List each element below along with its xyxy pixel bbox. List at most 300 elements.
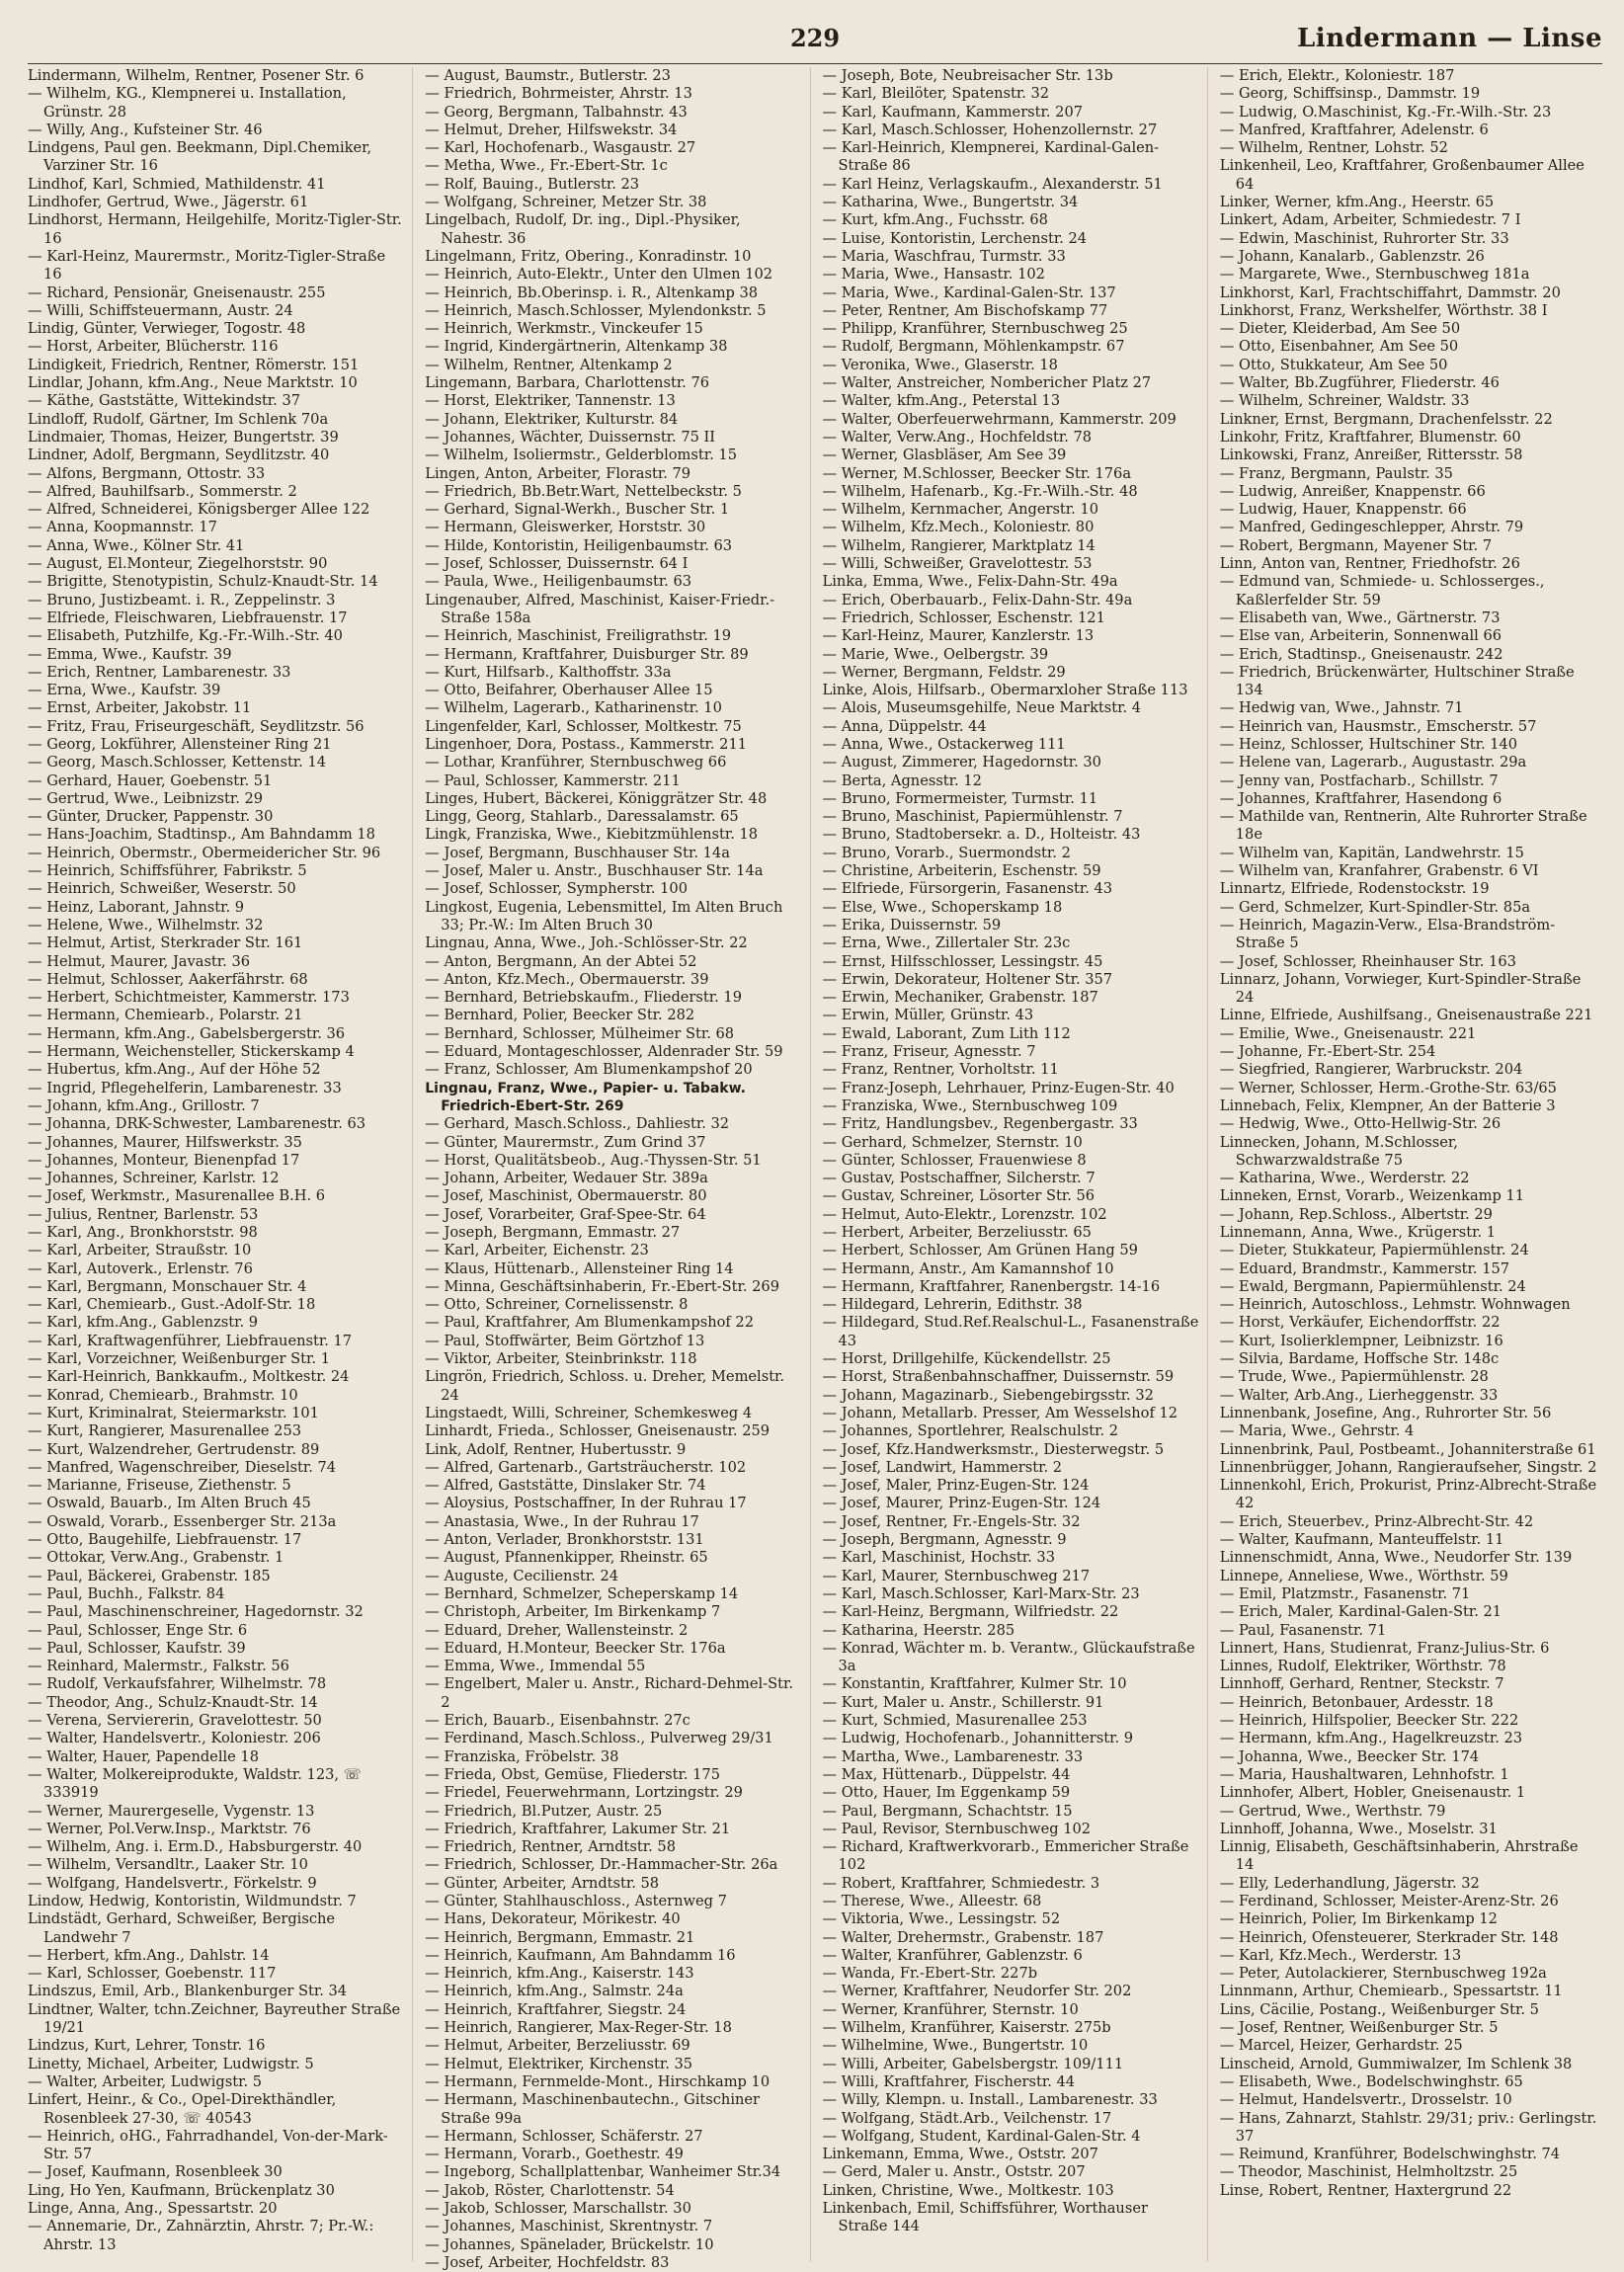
directory-entry: — Heinrich, Werkmstr., Vinckeufer 15	[425, 320, 703, 338]
directory-entry: — Wilhelm, Rentner, Lohstr. 52	[1219, 139, 1448, 157]
directory-entry: — Erich, Maler, Kardinal-Galen-Str. 21	[1219, 1603, 1502, 1621]
directory-entry: — Marcel, Heizer, Gerhardstr. 25	[1219, 2037, 1463, 2055]
directory-entry: — Eduard, Montageschlosser, Aldenrader Str. 59	[425, 1043, 783, 1061]
directory-entry: — Johann, Kanalarb., Gablenzstr. 26	[1219, 247, 1485, 265]
directory-entry: — Hermann, Gleiswerker, Horststr. 30	[425, 519, 706, 536]
directory-entry: — Helene van, Lagerarb., Augustastr. 29a	[1219, 754, 1527, 771]
directory-entry: — Hildegard, Stud.Ref.Realschul-L., Fasanenstraße 43	[822, 1314, 1199, 1349]
directory-entry: — Erwin, Dekorateur, Holtener Str. 357	[822, 970, 1113, 988]
directory-entry: — Franz-Joseph, Lehrhauer, Prinz-Eugen-Str. 40	[822, 1079, 1175, 1096]
directory-entry: Lingnau, Anna, Wwe., Joh.-Schlösser-Str. 22	[425, 934, 748, 952]
directory-entry: Linnmann, Arthur, Chemiearb., Spessartstr. 11	[1219, 1983, 1563, 2000]
directory-entry: — Veronika, Wwe., Glaserstr. 18	[822, 356, 1058, 373]
directory-entry: — Josef, Schlosser, Duissernstr. 64 I	[425, 555, 689, 573]
directory-entry: — Hermann, Vorarb., Goethestr. 49	[425, 2146, 684, 2163]
directory-entry: — Alois, Museumsgehilfe, Neue Marktstr. 4	[822, 699, 1142, 717]
directory-entry: — Heinrich, Hilfspolier, Beecker Str. 222	[1219, 1712, 1519, 1730]
directory-entry: — Willi, Kraftfahrer, Fischerstr. 44	[822, 2072, 1076, 2090]
directory-entry: Linnert, Hans, Studienrat, Franz-Julius-Str. 6	[1219, 1639, 1550, 1657]
directory-entry: Linken, Christine, Wwe., Moltkestr. 103	[822, 2181, 1114, 2199]
directory-entry: — Mathilde van, Rentnerin, Alte Ruhrorter Straße 18e	[1219, 808, 1587, 844]
directory-entry: Lindhorst, Hermann, Heilgehilfe, Moritz-Tigler-Str. 16	[28, 211, 402, 247]
directory-entry: — Herbert, Schlosser, Am Grünen Hang 59	[822, 1242, 1138, 1259]
directory-entry: Linkenbach, Emil, Schiffsführer, Worthauser Straße 144	[822, 2200, 1148, 2235]
directory-entry: — Robert, Bergmann, Mayener Str. 7	[1219, 536, 1493, 554]
directory-entry: — Dieter, Kleiderbad, Am See 50	[1219, 320, 1461, 338]
directory-entry: — Ottokar, Verw.Ang., Grabenstr. 1	[28, 1549, 284, 1567]
directory-entry: — Verena, Serviererin, Gravelottestr. 50	[28, 1712, 322, 1730]
directory-entry: — Walter, Hauer, Papendelle 18	[28, 1747, 259, 1765]
directory-entry: — Richard, Pensionär, Gneisenaustr. 255	[28, 284, 326, 301]
directory-column-1	[28, 67, 413, 2262]
directory-entry: — Erna, Wwe., Zillertaler Str. 23c	[822, 934, 1071, 952]
directory-entry: — Karl, Kfz.Mech., Werderstr. 13	[1219, 1946, 1462, 1964]
directory-entry: — Fritz, Handlungsbev., Regenbergastr. 33	[822, 1115, 1138, 1133]
directory-entry: — Heinrich, Kraftfahrer, Siegstr. 24	[425, 2000, 687, 2018]
directory-entry: Lingenfelder, Karl, Schlosser, Moltkestr. 75	[425, 717, 742, 735]
directory-entry: — Konstantin, Kraftfahrer, Kulmer Str. 10	[822, 1675, 1127, 1693]
directory-entry: — Kurt, Rangierer, Masurenallee 253	[28, 1422, 302, 1440]
directory-entry: Lindgens, Paul gen. Beekmann, Dipl.Chemiker, Varziner Str. 16	[28, 139, 372, 175]
directory-entry: — Elfriede, Fleischwaren, Liebfrauenstr. 17	[28, 609, 348, 626]
directory-entry: — Karl, Masch.Schlosser, Karl-Marx-Str. 23	[822, 1584, 1140, 1602]
directory-entry: — Franz, Schlosser, Am Blumenkampshof 20	[425, 1061, 753, 1079]
directory-entry: — Reimund, Kranführer, Bodelschwinghstr. 74	[1219, 2146, 1561, 2163]
directory-entry: — Walter, Anstreicher, Nombericher Platz 27	[822, 374, 1152, 392]
directory-entry: — Joseph, Bergmann, Agnesstr. 9	[822, 1531, 1067, 1549]
directory-entry: — Max, Hüttenarb., Düppelstr. 44	[822, 1765, 1071, 1783]
directory-entry: — Ferdinand, Schlosser, Meister-Arenz-Str. 26	[1219, 1892, 1559, 1909]
directory-entry: — Paul, Kraftfahrer, Am Blumenkampshof 22	[425, 1314, 754, 1332]
directory-entry: — Reinhard, Malermstr., Falkstr. 56	[28, 1658, 289, 1675]
directory-entry: — Heinrich, Kaufmann, Am Bahndamm 16	[425, 1946, 736, 1964]
directory-entry: — Werner, Glasbläser, Am See 39	[822, 446, 1067, 464]
directory-entry: — Viktor, Arbeiter, Steinbrinkstr. 118	[425, 1350, 697, 1368]
directory-entry: — Heinrich, Rangierer, Max-Reger-Str. 18	[425, 2019, 732, 2037]
directory-entry: Lindermann, Wilhelm, Rentner, Posener Str. 6	[28, 67, 365, 84]
directory-entry: — Karl, Kaufmann, Kammerstr. 207	[822, 103, 1084, 121]
directory-entry: — Josef, Maler u. Anstr., Buschhauser Str. 14a	[425, 862, 764, 880]
directory-entry: — Kurt, Isolierklempner, Leibnizstr. 16	[1219, 1332, 1503, 1349]
directory-entry: — Herbert, Schichtmeister, Kammerstr. 173	[28, 989, 350, 1007]
directory-entry: — Johannes, Wächter, Duissernstr. 75 II	[425, 428, 716, 446]
directory-entry: Linkner, Ernst, Bergmann, Drachenfelsstr. 22	[1219, 410, 1553, 428]
directory-entry: — Manfred, Gedingeschlepper, Ahrstr. 79	[1219, 519, 1524, 536]
directory-entry: — Bruno, Maschinist, Papiermühlenstr. 7	[822, 808, 1123, 826]
directory-entry: — Wilhelm, Hafenarb., Kg.-Fr.-Wilh.-Str. 48	[822, 482, 1138, 500]
directory-entry: Linse, Robert, Rentner, Haxtergrund 22	[1219, 2181, 1512, 2199]
directory-entry: Lingg, Georg, Stahlarb., Daressalamstr. 65	[425, 808, 739, 826]
directory-entry: — Wilhelm, Ang. i. Erm.D., Habsburgerstr. 40	[28, 1838, 363, 1856]
directory-entry: — Konrad, Wächter m. b. Verantw., Glückaufstraße 3a	[822, 1639, 1195, 1675]
directory-entry: Linnhoff, Johanna, Wwe., Moselstr. 31	[1219, 1820, 1498, 1837]
directory-entry: — Fritz, Frau, Friseurgeschäft, Seydlitzstr. 56	[28, 717, 365, 735]
directory-entry: — Friedrich, Bl.Putzer, Austr. 25	[425, 1802, 663, 1820]
directory-entry: — Erwin, Mechaniker, Grabenstr. 187	[822, 989, 1098, 1007]
directory-entry: Lindtner, Walter, tchn.Zeichner, Bayreuther Straße 19/21	[28, 2000, 401, 2037]
directory-entry: — Heinrich, Bb.Oberinsp. i. R., Altenkamp 38	[425, 284, 759, 301]
directory-entry: — Horst, Qualitätsbeob., Aug.-Thyssen-Str. 51	[425, 1151, 762, 1169]
directory-entry: — Karl, Chemiearb., Gust.-Adolf-Str. 18	[28, 1296, 316, 1314]
directory-entry: — Wolfgang, Handelsvertr., Förkelstr. 9	[28, 1874, 317, 1892]
directory-entry: — Else van, Arbeiterin, Sonnenwall 66	[1219, 627, 1502, 645]
directory-entry: — Johannes, Kraftfahrer, Hasendong 6	[1219, 789, 1502, 807]
directory-entry: Linnecken, Johann, M.Schlosser, Schwarzwaldstraße 75	[1219, 1133, 1458, 1169]
directory-entry: — Walter, Kranführer, Gablenzstr. 6	[822, 1946, 1083, 1964]
directory-entry: — Willi, Schweißer, Gravelottestr. 53	[822, 555, 1093, 573]
directory-entry: — Viktoria, Wwe., Lessingstr. 52	[822, 1910, 1061, 1928]
directory-entry: — Werner, Maurergeselle, Vygenstr. 13	[28, 1802, 315, 1820]
directory-entry: — Karl, Kraftwagenführer, Liebfrauenstr. 17	[28, 1332, 353, 1349]
directory-entry: — Karl, kfm.Ang., Gablenzstr. 9	[28, 1314, 259, 1332]
directory-entry: — Alfred, Gartenarb., Gartsträucherstr. 102	[425, 1458, 747, 1476]
directory-entry: — Bruno, Stadtobersekr. a. D., Holteistr. 43	[822, 826, 1141, 844]
directory-entry: — Walter, Bb.Zugführer, Fliederstr. 46	[1219, 374, 1500, 392]
directory-entry: — Oswald, Bauarb., Im Alten Bruch 45	[28, 1495, 311, 1512]
directory-entry: — Heinrich, Maschinist, Freiligrathstr. 19	[425, 627, 732, 645]
directory-entry: — Maria, Wwe., Gehrstr. 4	[1219, 1422, 1415, 1440]
directory-entry: — Josef, Kfz.Handwerksmstr., Diesterwegstr. 5	[822, 1440, 1165, 1458]
directory-entry: Lingenauber, Alfred, Maschinist, Kaiser-Friedr.-Straße 158a	[425, 591, 775, 626]
directory-entry: — Wolfgang, Student, Kardinal-Galen-Str. 4	[822, 2127, 1141, 2145]
directory-columns	[28, 67, 1604, 2271]
directory-entry: Lingelbach, Rudolf, Dr. ing., Dipl.-Physiker, Nahestr. 36	[425, 211, 741, 247]
directory-entry: — Günter, Stahlhauschloss., Asternweg 7	[425, 1892, 727, 1909]
directory-entry: — Hermann, Anstr., Am Kamannshof 10	[822, 1259, 1114, 1277]
directory-entry: — Erika, Duissernstr. 59	[822, 916, 1002, 933]
directory-entry: — Josef, Rentner, Fr.-Engels-Str. 32	[822, 1512, 1081, 1530]
directory-entry: — Günter, Drucker, Pappenstr. 30	[28, 808, 274, 826]
directory-entry: — Karl, Bergmann, Monschauer Str. 4	[28, 1277, 307, 1295]
directory-entry: — Paul, Stoffwärter, Beim Görtzhof 13	[425, 1332, 705, 1349]
directory-entry: — Ludwig, O.Maschinist, Kg.-Fr.-Wilh.-Str. 23	[1219, 103, 1552, 121]
directory-entry: — Eduard, H.Monteur, Beecker Str. 176a	[425, 1639, 726, 1657]
directory-entry: — Maria, Wwe., Hansastr. 102	[822, 266, 1045, 284]
directory-entry: — Heinrich, oHG., Fahrradhandel, Von-der-Mark-Str. 57	[28, 2127, 388, 2163]
directory-entry: — Manfred, Kraftfahrer, Adelenstr. 6	[1219, 121, 1489, 138]
directory-entry: — Else, Wwe., Schoperskamp 18	[822, 898, 1063, 916]
directory-entry: Lindhofer, Gertrud, Wwe., Jägerstr. 61	[28, 194, 309, 211]
directory-entry: — Karl-Heinz, Bergmann, Wilfriedstr. 22	[822, 1603, 1119, 1621]
directory-entry: Linnartz, Elfriede, Rodenstockstr. 19	[1219, 880, 1490, 898]
directory-entry: — Elisabeth, Wwe., Bodelschwinghstr. 65	[1219, 2072, 1523, 2090]
directory-entry: — Johanna, Wwe., Beecker Str. 174	[1219, 1747, 1480, 1765]
directory-entry: — Karl, Arbeiter, Eichenstr. 23	[425, 1242, 649, 1259]
directory-entry: — Anton, Bergmann, An der Abtei 52	[425, 952, 697, 970]
directory-entry: — Alfred, Schneiderei, Königsberger Allee 122	[28, 501, 370, 519]
directory-entry: — Kurt, kfm.Ang., Fuchsstr. 68	[822, 211, 1048, 229]
directory-entry: — Bruno, Vorarb., Suermondstr. 2	[822, 844, 1071, 861]
directory-entry: — Georg, Bergmann, Talbahnstr. 43	[425, 103, 688, 121]
directory-entry: Lingen, Anton, Arbeiter, Florastr. 79	[425, 464, 691, 482]
directory-entry: — Heinrich, kfm.Ang., Salmstr. 24a	[425, 1983, 684, 2000]
directory-entry: — Friedrich, Schlosser, Dr.-Hammacher-Str. 26a	[425, 1856, 778, 1874]
directory-entry: — Werner, Kraftfahrer, Neudorfer Str. 202	[822, 1983, 1132, 2000]
directory-entry: Lingk, Franziska, Wwe., Kiebitzmühlenstr. 18	[425, 826, 759, 844]
directory-entry: — Josef, Schlosser, Rheinhauser Str. 163	[1219, 952, 1516, 970]
directory-entry: — Karl-Heinz, Maurer, Kanzlerstr. 13	[822, 627, 1095, 645]
directory-entry: — Ewald, Bergmann, Papiermühlenstr. 24	[1219, 1277, 1526, 1295]
directory-entry: Linnepe, Anneliese, Wwe., Wörthstr. 59	[1219, 1567, 1508, 1584]
directory-entry: — Otto, Beifahrer, Oberhauser Allee 15	[425, 682, 713, 699]
directory-entry: — Paul, Buchh., Falkstr. 84	[28, 1584, 225, 1602]
directory-entry: Linnarz, Johann, Vorwieger, Kurt-Spindler-Straße 24	[1219, 970, 1582, 1007]
directory-entry: — Karl, Hochofenarb., Wasgaustr. 27	[425, 139, 696, 157]
directory-entry: Lindmaier, Thomas, Heizer, Bungertstr. 39	[28, 428, 339, 446]
directory-entry: — Walter, Arbeiter, Ludwigstr. 5	[28, 2072, 263, 2090]
directory-entry: — Werner, Pol.Verw.Insp., Marktstr. 76	[28, 1820, 311, 1837]
directory-entry: — Friedrich, Bohrmeister, Ahrstr. 13	[425, 85, 692, 103]
directory-entry: — Johanna, DRK-Schwester, Lambarenestr. 63	[28, 1115, 366, 1133]
directory-entry: — Karl, Arbeiter, Straußstr. 10	[28, 1242, 252, 1259]
directory-entry: — Erich, Rentner, Lambarenestr. 33	[28, 663, 291, 681]
directory-entry: — Paul, Schlosser, Kammerstr. 211	[425, 771, 681, 789]
directory-entry: — Heinrich, Polier, Im Birkenkamp 12	[1219, 1910, 1498, 1928]
directory-entry: — Elfriede, Fürsorgerin, Fasanenstr. 43	[822, 880, 1113, 898]
directory-column-4	[1220, 67, 1604, 2262]
directory-entry: — Christoph, Arbeiter, Im Birkenkamp 7	[425, 1603, 721, 1621]
directory-entry: Linhardt, Frieda., Schlosser, Gneisenaustr. 259	[425, 1422, 771, 1440]
directory-entry: — Erna, Wwe., Kaufstr. 39	[28, 682, 221, 699]
directory-entry: — Bernhard, Schmelzer, Scheperskamp 14	[425, 1584, 739, 1602]
directory-entry: — Heinrich, Masch.Schlosser, Mylendonkstr. 5	[425, 301, 767, 319]
directory-entry: Lingelmann, Fritz, Obering., Konradinstr. 10	[425, 247, 752, 265]
directory-entry: — Horst, Drillgehilfe, Kückendellstr. 25	[822, 1350, 1111, 1368]
directory-entry: — Karl, Vorzeichner, Weißenburger Str. 1	[28, 1350, 330, 1368]
directory-entry: Linn, Anton van, Rentner, Friedhofstr. 26	[1219, 555, 1520, 573]
directory-entry: — Werner, Bergmann, Feldstr. 29	[822, 663, 1066, 681]
directory-entry: — Jakob, Schlosser, Marschallstr. 30	[425, 2200, 691, 2218]
directory-entry: — Gerhard, Masch.Schloss., Dahliestr. 32	[425, 1115, 730, 1133]
directory-entry: — Franz, Bergmann, Paulstr. 35	[1219, 464, 1453, 482]
directory-entry: — Walter, Handelsvertr., Koloniestr. 206	[28, 1730, 321, 1747]
directory-entry: — August, Pfannenkipper, Rheinstr. 65	[425, 1549, 708, 1567]
directory-entry: Lindstädt, Gerhard, Schweißer, Bergische Landwehr 7	[28, 1910, 336, 1946]
directory-column-3	[823, 67, 1208, 2262]
directory-entry: — Oswald, Vorarb., Essenberger Str. 213a	[28, 1512, 337, 1530]
directory-entry: — Julius, Rentner, Barlenstr. 53	[28, 1205, 259, 1223]
directory-entry: — Franziska, Wwe., Sternbuschweg 109	[822, 1096, 1118, 1114]
directory-entry: — Helene, Wwe., Wilhelmstr. 32	[28, 916, 264, 933]
directory-entry: Linka, Emma, Wwe., Felix-Dahn-Str. 49a	[822, 573, 1118, 591]
directory-entry: — Bruno, Justizbeamt. i. R., Zeppelinstr. 3	[28, 591, 336, 609]
directory-entry: — Josef, Bergmann, Buschhauser Str. 14a	[425, 844, 730, 861]
directory-entry: — Karl, Ang., Bronkhorststr. 98	[28, 1224, 258, 1241]
directory-entry: — Bernhard, Schlosser, Mülheimer Str. 68	[425, 1024, 735, 1042]
directory-entry: — Emil, Platzmstr., Fasanenstr. 71	[1219, 1584, 1471, 1602]
directory-entry: — Paula, Wwe., Heiligenbaumstr. 63	[425, 573, 692, 591]
directory-entry: — Hermann, Kraftfahrer, Duisburger Str. 89	[425, 645, 749, 663]
directory-entry: — August, Zimmerer, Hagedornstr. 30	[822, 754, 1101, 771]
directory-entry: — Josef, Arbeiter, Hochfeldstr. 83	[425, 2253, 670, 2271]
directory-entry: Linnenschmidt, Anna, Wwe., Neudorfer Str. 139	[1219, 1549, 1573, 1567]
directory-entry: — Willy, Klempn. u. Install., Lambarenestr. 33	[822, 2091, 1158, 2109]
directory-entry: — Johann, kfm.Ang., Grillostr. 7	[28, 1096, 260, 1114]
directory-entry: — Helmut, Artist, Sterkrader Str. 161	[28, 934, 303, 952]
directory-entry: — Wilhelm, KG., Klempnerei u. Installation, Grünstr. 28	[28, 85, 347, 121]
directory-entry: — Wilhelm, Rangierer, Marktplatz 14	[822, 536, 1096, 554]
directory-entry: — Wilhelm van, Kapitän, Landwehrstr. 15	[1219, 844, 1524, 861]
directory-entry: — Johann, Arbeiter, Wedauer Str. 389a	[425, 1170, 708, 1187]
directory-entry: Linkemann, Emma, Wwe., Oststr. 207	[822, 2146, 1098, 2163]
directory-entry: — Brigitte, Stenotypistin, Schulz-Knaudt-Str. 14	[28, 573, 378, 591]
directory-entry: — Bernhard, Polier, Beecker Str. 282	[425, 1007, 695, 1024]
directory-entry: Linke, Alois, Hilfsarb., Obermarxloher Straße 113	[822, 682, 1188, 699]
directory-entry: — Johann, Elektriker, Kulturstr. 84	[425, 410, 679, 428]
directory-entry: — Heinrich van, Hausmstr., Emscherstr. 57	[1219, 717, 1537, 735]
directory-entry: Linfert, Heinr., & Co., Opel-Direkthändler, Rosenbleek 27-30, ☏ 40543	[28, 2091, 337, 2127]
directory-entry: — Georg, Schiffsinsp., Dammstr. 19	[1219, 85, 1481, 103]
directory-entry: — Helmut, Arbeiter, Berzeliusstr. 69	[425, 2037, 690, 2055]
directory-entry: Linnenbrink, Paul, Postbeamt., Johanniterstraße 61	[1219, 1440, 1596, 1458]
directory-entry: — Horst, Verkäufer, Eichendorffstr. 22	[1219, 1314, 1501, 1332]
directory-entry: — Ewald, Laborant, Zum Lith 112	[822, 1024, 1071, 1042]
directory-entry: — Walter, kfm.Ang., Peterstal 13	[822, 392, 1061, 410]
directory-entry: — Johann, Rep.Schloss., Albertstr. 29	[1219, 1205, 1493, 1223]
directory-entry: — Heinz, Schlosser, Hultschiner Str. 140	[1219, 735, 1518, 753]
directory-entry: — Helmut, Handelsvertr., Drosselstr. 10	[1219, 2091, 1512, 2109]
directory-entry: — Walter, Drehermstr., Grabenstr. 187	[822, 1928, 1104, 1946]
directory-entry: Lindzus, Kurt, Lehrer, Tonstr. 16	[28, 2037, 266, 2055]
directory-entry: — Erich, Stadtinsp., Gneisenaustr. 242	[1219, 645, 1503, 663]
directory-entry: — Heinz, Laborant, Jahnstr. 9	[28, 898, 245, 916]
directory-entry: — Gerd, Maler u. Anstr., Oststr. 207	[822, 2163, 1086, 2181]
directory-entry: — Wilhelm, Kfz.Mech., Koloniestr. 80	[822, 519, 1095, 536]
directory-entry: — Josef, Schlosser, Sympherstr. 100	[425, 880, 688, 898]
directory-entry: — Karl-Heinrich, Bankkaufm., Moltkestr. 24	[28, 1368, 350, 1386]
directory-entry: — Kurt, Kriminalrat, Steiermarkstr. 101	[28, 1404, 319, 1421]
directory-entry: — Paul, Schlosser, Enge Str. 6	[28, 1621, 248, 1639]
directory-entry: — Richard, Kraftwerkvorarb., Emmericher Straße 102	[822, 1838, 1189, 1874]
page-header	[28, 22, 1602, 64]
directory-entry: — Josef, Vorarbeiter, Graf-Spee-Str. 64	[425, 1205, 706, 1223]
directory-entry: Linnenkohl, Erich, Prokurist, Prinz-Albrecht-Straße 42	[1219, 1477, 1597, 1512]
directory-entry: — Otto, Baugehilfe, Liebfrauenstr. 17	[28, 1531, 302, 1549]
directory-entry: — Erich, Elektr., Koloniestr. 187	[1219, 67, 1455, 84]
directory-entry: — Gustav, Schreiner, Lösorter Str. 56	[822, 1187, 1096, 1205]
directory-entry: — Karl, Maurer, Sternbuschweg 217	[822, 1567, 1091, 1584]
directory-entry: — Wilhelm van, Kranfahrer, Grabenstr. 6 VI	[1219, 862, 1539, 880]
directory-entry: — Johannes, Maurer, Hilfswerkstr. 35	[28, 1133, 302, 1151]
directory-entry: — Theodor, Ang., Schulz-Knaudt-Str. 14	[28, 1693, 318, 1711]
directory-entry: — Johannes, Monteur, Bienenpfad 17	[28, 1151, 300, 1169]
directory-entry: — Rolf, Bauing., Butlerstr. 23	[425, 175, 640, 193]
running-head: Lindermann — Linse	[1297, 24, 1602, 53]
directory-entry: — Otto, Eisenbahner, Am See 50	[1219, 338, 1459, 356]
directory-entry: — Friedrich, Brückenwärter, Hultschiner Straße 134	[1219, 663, 1575, 699]
directory-entry: — Alfred, Gaststätte, Dinslaker Str. 74	[425, 1477, 706, 1495]
directory-entry: — Ernst, Hilfsschlosser, Lessingstr. 45	[822, 952, 1103, 970]
directory-entry: — Eduard, Brandmstr., Kammerstr. 157	[1219, 1259, 1510, 1277]
directory-entry: Linnes, Rudolf, Elektriker, Wörthstr. 78	[1219, 1658, 1506, 1675]
directory-entry: — Paul, Bergmann, Schachtstr. 15	[822, 1802, 1073, 1820]
directory-entry: — Hermann, Schlosser, Schäferstr. 27	[425, 2127, 703, 2145]
directory-entry: Lingstaedt, Willi, Schreiner, Schemkesweg 4	[425, 1404, 753, 1421]
directory-entry: — Friedrich, Bb.Betr.Wart, Nettelbeckstr. 5	[425, 482, 742, 500]
directory-entry: — Johannes, Maschinist, Skrentnystr. 7	[425, 2218, 713, 2235]
directory-entry: — Johann, Magazinarb., Siebengebirgsstr. 32	[822, 1386, 1154, 1404]
directory-entry: — Hildegard, Lehrerin, Edithstr. 38	[822, 1296, 1083, 1314]
directory-entry: Lindner, Adolf, Bergmann, Seydlitzstr. 40	[28, 446, 330, 464]
directory-entry: — Erich, Oberbauarb., Felix-Dahn-Str. 49a	[822, 591, 1133, 609]
directory-entry: — Karl-Heinrich, Klempnerei, Kardinal-Galen-Straße 86	[822, 139, 1160, 175]
directory-entry: — Eduard, Dreher, Wallensteinstr. 2	[425, 1621, 689, 1639]
directory-entry: — Trude, Wwe., Papiermühlenstr. 28	[1219, 1368, 1489, 1386]
directory-entry: — Elisabeth van, Wwe., Gärtnerstr. 73	[1219, 609, 1501, 626]
directory-entry: — Berta, Agnesstr. 12	[822, 771, 982, 789]
directory-entry: — Manfred, Wagenschreiber, Dieselstr. 74	[28, 1458, 337, 1476]
directory-entry: Lindloff, Rudolf, Gärtner, Im Schlenk 70a	[28, 410, 329, 428]
directory-entry: — Walter, Oberfeuerwehrmann, Kammerstr. 209	[822, 410, 1177, 428]
directory-entry: Linkert, Adam, Arbeiter, Schmiedestr. 7 I	[1219, 211, 1521, 229]
directory-entry: — Werner, Schlosser, Herm.-Grothe-Str. 63/65	[1219, 1079, 1557, 1096]
directory-entry: — Franz, Friseur, Agnesstr. 7	[822, 1043, 1036, 1061]
directory-entry: — Helmut, Elektriker, Kirchenstr. 35	[425, 2055, 693, 2072]
directory-entry: — Emma, Wwe., Kaufstr. 39	[28, 645, 232, 663]
directory-entry: — Engelbert, Maler u. Anstr., Richard-Dehmel-Str. 2	[425, 1675, 793, 1711]
directory-entry: — Heinrich, Obermstr., Obermeidericher Str. 96	[28, 844, 381, 861]
directory-entry: — Paul, Fasanenstr. 71	[1219, 1621, 1387, 1639]
directory-entry: — Wilhelm, Rentner, Altenkamp 2	[425, 356, 673, 373]
directory-entry: — Horst, Arbeiter, Blücherstr. 116	[28, 338, 279, 356]
directory-entry: — Hermann, Weichensteller, Stickerskamp 4	[28, 1043, 355, 1061]
directory-entry: — Heinrich, Autoschloss., Lehmstr. Wohnwagen	[1219, 1296, 1571, 1314]
directory-entry: — Annemarie, Dr., Zahnärztin, Ahrstr. 7; Pr.-W.: Ahrstr. 13	[28, 2218, 374, 2253]
directory-entry: — Ludwig, Hauer, Knappenstr. 66	[1219, 501, 1467, 519]
directory-column-2	[425, 67, 810, 2271]
directory-entry: — Wilhelmine, Wwe., Bungertstr. 10	[822, 2037, 1089, 2055]
directory-entry: — Marianne, Friseuse, Ziethenstr. 5	[28, 1477, 291, 1495]
directory-entry: — Otto, Schreiner, Cornelissenstr. 8	[425, 1296, 689, 1314]
directory-entry: — Hermann, kfm.Ang., Hagelkreuzstr. 23	[1219, 1730, 1523, 1747]
directory-entry: — Heinrich, Ofensteuerer, Sterkrader Str. 148	[1219, 1928, 1559, 1946]
directory-entry: Lins, Cäcilie, Postang., Weißenburger Str. 5	[1219, 2000, 1539, 2018]
directory-entry: — Anna, Wwe., Kölner Str. 41	[28, 536, 245, 554]
directory-entry: — Günter, Arbeiter, Arndtstr. 58	[425, 1874, 660, 1892]
directory-entry: — Josef, Rentner, Weißenburger Str. 5	[1219, 2019, 1499, 2037]
directory-entry: — Friedrich, Rentner, Arndtstr. 58	[425, 1838, 676, 1856]
directory-entry: — Ludwig, Hochofenarb., Johannitterstr. 9	[822, 1730, 1134, 1747]
directory-entry: Linnig, Elisabeth, Geschäftsinhaberin, Ahrstraße 14	[1219, 1838, 1579, 1874]
directory-entry: — Wilhelm, Isoliermstr., Gelderblomstr. 15	[425, 446, 737, 464]
directory-entry: — Wolfgang, Städt.Arb., Veilchenstr. 17	[822, 2109, 1112, 2127]
directory-entry: — Paul, Revisor, Sternbuschweg 102	[822, 1820, 1092, 1837]
directory-entry: — Wanda, Fr.-Ebert-Str. 227b	[822, 1965, 1038, 1983]
directory-entry: — Joseph, Bote, Neubreisacher Str. 13b	[822, 67, 1113, 84]
directory-entry: Linetty, Michael, Arbeiter, Ludwigstr. 5	[28, 2055, 314, 2072]
directory-entry: — Josef, Maler, Prinz-Eugen-Str. 124	[822, 1477, 1090, 1495]
directory-entry: — Karl-Heinz, Maurermstr., Moritz-Tigler-Straße 16	[28, 247, 386, 284]
directory-entry: — Ludwig, Anreißer, Knappenstr. 66	[1219, 482, 1486, 500]
directory-entry: Linkhorst, Franz, Werkshelfer, Wörthstr. 38 I	[1219, 301, 1548, 319]
directory-entry: Ling, Ho Yen, Kaufmann, Brückenplatz 30	[28, 2181, 335, 2199]
directory-entry: — Wilhelm, Schreiner, Waldstr. 33	[1219, 392, 1470, 410]
directory-entry: — Franziska, Fröbelstr. 38	[425, 1747, 619, 1765]
directory-entry: — Herbert, Arbeiter, Berzeliusstr. 65	[822, 1224, 1092, 1241]
directory-entry: — Rudolf, Verkaufsfahrer, Wilhelmstr. 78	[28, 1675, 327, 1693]
directory-entry: Linnemann, Anna, Wwe., Krügerstr. 1	[1219, 1224, 1497, 1241]
directory-entry: — Aloysius, Postschaffner, In der Ruhrau 17	[425, 1495, 747, 1512]
directory-entry: Link, Adolf, Rentner, Hubertusstr. 9	[425, 1440, 687, 1458]
directory-entry: — Wilhelm, Lagerarb., Katharinenstr. 10	[425, 699, 722, 717]
directory-entry: — Alfons, Bergmann, Ottostr. 33	[28, 464, 266, 482]
directory-entry: — Klaus, Hüttenarb., Allensteiner Ring 14	[425, 1259, 734, 1277]
directory-entry: Linkowski, Franz, Anreißer, Rittersstr. 58	[1219, 446, 1523, 464]
directory-entry: — Jakob, Röster, Charlottenstr. 54	[425, 2181, 675, 2199]
directory-entry: — Horst, Straßenbahnschaffner, Duissernstr. 59	[822, 1368, 1175, 1386]
page-number: 229	[789, 24, 841, 52]
directory-entry: — Otto, Hauer, Im Eggenkamp 59	[822, 1784, 1071, 1802]
